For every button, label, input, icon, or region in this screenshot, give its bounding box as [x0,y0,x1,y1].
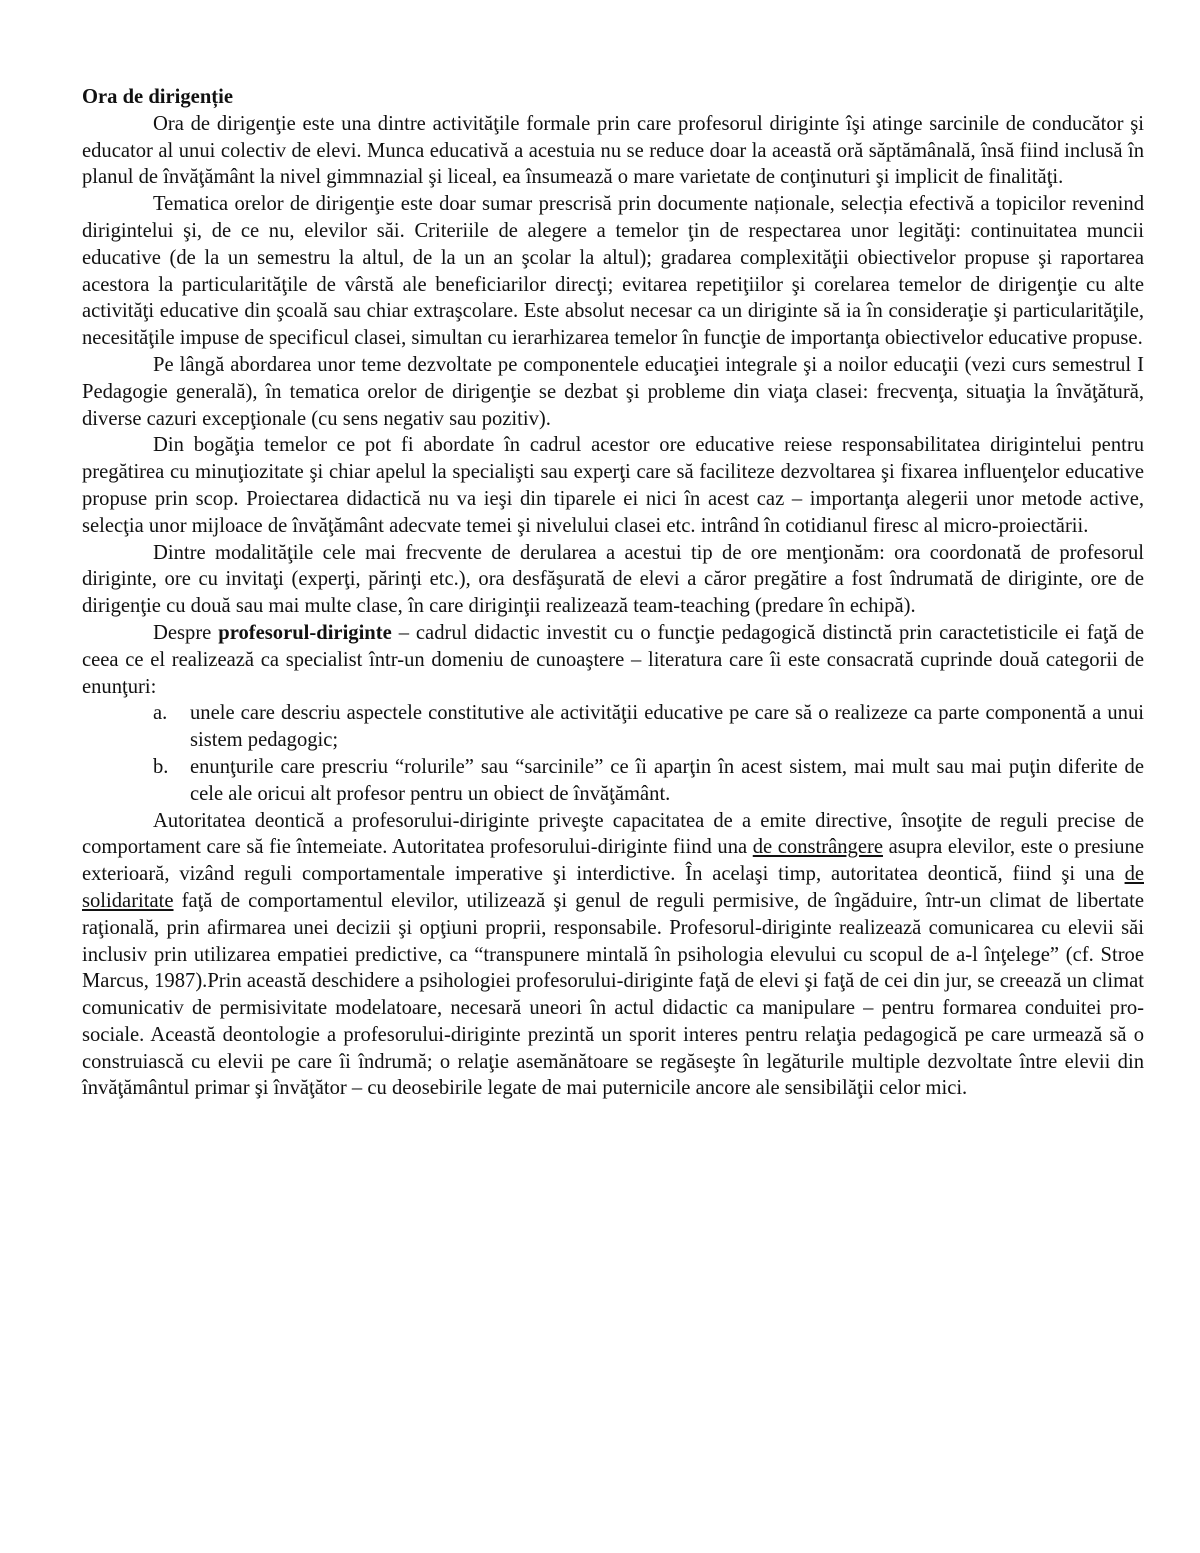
list-item-text: unele care descriu aspectele constitutive ale activităţii educative pe care să o realizeze ca parte componentă a unui sistem pedagogic; [190,702,1144,752]
list-item-text: enunţurile care prescriu “rolurile” sau “sarcinile” ce îi aparţin în acest sistem, mai mult sau mai puţin diferite de cele ale oricui alt profesor pentru un obiect de învăţământ. [190,755,1144,805]
underlined-de-solidaritate: de solidaritate [82,863,1144,912]
paragraph-7-part-b: asupra elevilor, este o presiune exterioară, vizând reguli comportamentale imperative şi interdictive. În acelaşi timp, autoritatea deontică, fiind şi una [82,836,1144,886]
list-marker: b. [153,755,169,778]
term-profesorul-diriginte: profesorul-diriginte [218,621,392,644]
document-title: Ora de dirigenție [82,86,233,108]
underlined-de-constrangere: de constrângere [752,836,883,859]
list-item [82,754,1144,808]
paragraph-2: Tematica orelor de dirigenţie este doar sumar prescrisă prin documente naționale, selecția efectivă a topicilor revenind dirigintelui şi, de ce nu, elevilor săi. Criteriile de alegere a temelor ţin de respectarea unor legităţi: continuitatea muncii educative (de la un semestru la altul, de la un an şcolar la altul); gradarea complexităţii obiectivelor propuse şi raportarea acestora la particularităţile de vârstă ale beneficiarilor direcţi; evitarea repetiţiilor şi corelarea temelor de dirigenţie cu alte activităţi educative din şcoală sau chiar extraşcolare. Este absolut necesar ca un diriginte să ia în consideraţie şi particularităţile, necesităţile impuse de specificul clasei, simultan cu ierarhizarea temelor în funcţie de importanţa obiectivelor educative propuse. [82,193,1144,350]
paragraph-5: Dintre modalităţile cele mai frecvente de derularea a acestui tip de ore menţionăm: ora coordonată de profesorul diriginte, ore cu invitaţi (experţi, părinţi etc.), ora desfăşurată de elevi a căror pregătire a fost îndrumată de diriginte, ore de dirigenţie cu două sau mai multe clase, în care diriginţii realizează team-teaching (predare în echipă). [82,541,1144,618]
paragraph-3: Pe lângă abordarea unor teme dezvoltate pe componentele educaţiei integrale şi a noilor educaţii (vezi curs semestrul I Pedagogie generală), în tematica orelor de dirigenţie se dezbat şi probleme din viaţa clasei: frecvenţa, situaţia la învăţătură, diverse cazuri excepţionale (cu sens negativ sau pozitiv). [82,353,1144,430]
paragraph-1: Ora de dirigenţie este una dintre activităţile formale prin care profesorul diriginte îşi atinge sarcinile de conducător şi educator al unui colectiv de elevi. Munca educativă a acestuia nu se reduce doar la această oră săptămânală, însă fiind inclusă în planul de învăţământ la nivel gimmnazial şi liceal, ea însumează o mare varietate de conţinuturi şi implicit de finalităţi. [82,112,1144,189]
paragraph-7 [82,808,1144,1103]
list-item [82,700,1144,754]
paragraph-7-part-a: Autoritatea deontică a profesorului-diriginte priveşte capacitatea de a emite directive, însoţite de reguli precise de comportament care să fie întemeiate. Autoritatea profesorului-diriginte fiind una [82,809,1144,859]
paragraph-7-part-c: faţă de comportamentul elevilor, utilizează şi genul de reguli permisive, de îngăduire, într-un climat de libertate raţională, prin afirmarea unei decizii şi opţiuni proprii, responsabile. Profesorul-diriginte realizează comunicarea cu elevii săi inclusiv prin utilizarea empatiei predictive, ca “transpunere mintală în psihologia elevului cu scopul de a-l înţelege” (cf. Stroe Marcus, 1987).Prin această deschidere a psihologiei profesorului-diriginte faţă de elevi şi faţă de cei din jur, se creează un climat comunicativ de permisivitate modelatoare, necesară uneori în actul didactic ca manipulare – pentru formarea conduitei pro-sociale. Această deontologie a profesorului-diriginte prezintă un sporit interes pentru relaţia pedagogică pe care urmează să o construiască cu elevii pe care îi îndrumă; o relaţie asemănătoare se regăseşte în legăturile multiple dezvoltate între elevii din învăţământul primar şi învăţător – cu deosebirile legate de mai puternicile ancore ale sensibilăţii celor mici. [82,889,1144,1100]
paragraph-4: Din bogăţia temelor ce pot fi abordate în cadrul acestor ore educative reiese responsabilitatea dirigintelui pentru pregătirea cu minuţiozitate şi chiar apelul la specialişti sau experţi care să faciliteze dezvoltarea şi fixarea influenţelor educative propuse prin scop. Proiectarea didactică nu va ieşi din tiparele ei nici în acest caz – importanţa alegerii unor metode active, selecţia unor mijloace de învăţământ adecvate temei şi nivelului clasei etc. intrând în cotidianul firesc al micro-proiectării. [82,434,1144,537]
paragraph-6-rest: – cadrul didactic investit cu o funcţie pedagogică distinctă prin caractetisticile ei faţă de ceea ce el realizează ca specialist într-un domeniu de cunoaştere – literatura care îi este consacrată cuprinde două categorii de enunţuri: [82,621,1144,698]
paragraph-6-start: Despre [153,621,219,644]
document-page [82,84,1144,1102]
statement-categories-list [82,700,1144,807]
paragraph-6 [82,620,1144,700]
list-marker: a. [153,702,168,725]
